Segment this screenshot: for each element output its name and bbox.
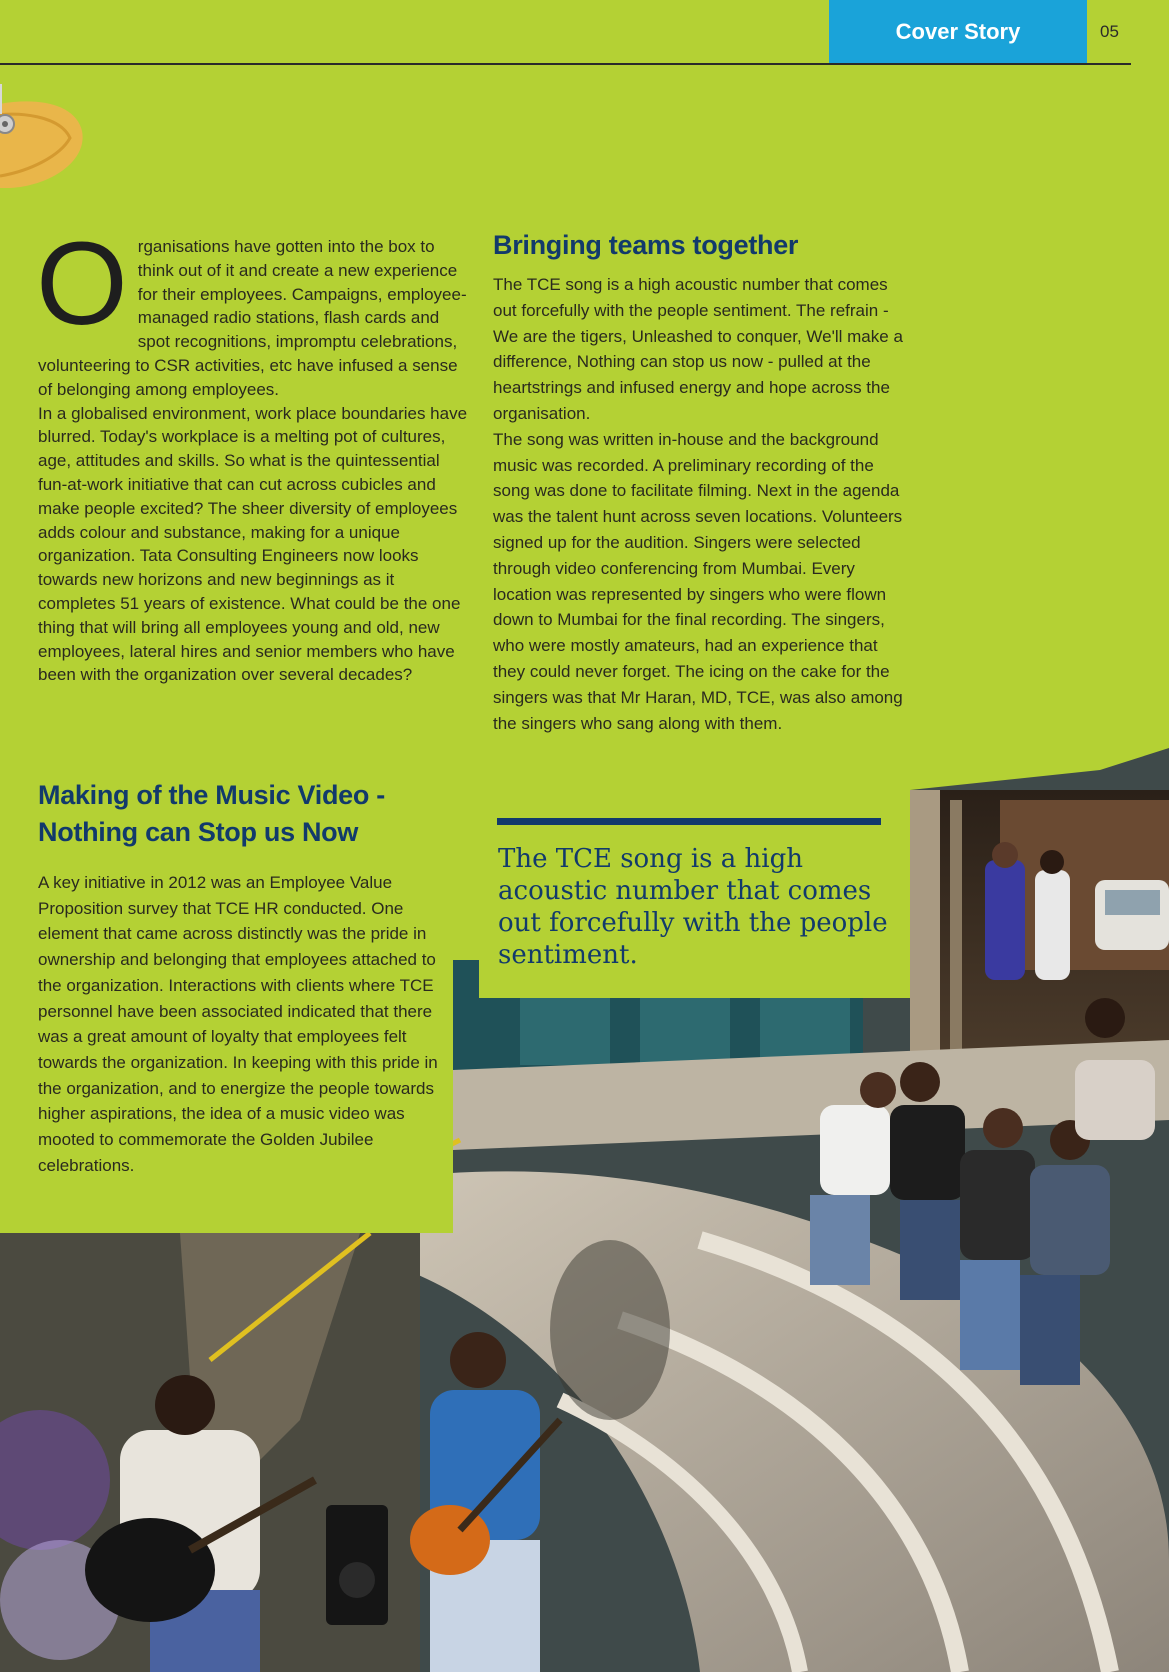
making-paragraph: A key initiative in 2012 was an Employee Value Proposition survey that TCE HR conducted. One element that came across distinctly was the pride in ownership and belonging that employees attached to the organization. Interactions with clients where TCE personnel have been associated indicated that there was a great amount of loyalty that employees felt towards the organization. In keeping with this pride in the organization, and to energize the people towards higher aspirations, the idea of a music video was mooted to commemorate the Golden Jubilee celebrations.: [38, 873, 438, 1175]
pullquote-rule: [497, 818, 881, 825]
intro-paragraph-2: In a globalised environment, work place boundaries have blurred. Today's workplace is a melting pot of cultures, age, attitudes and skills. So what is the quintessential fun-at-work initiative that can cut across cubicles and make people excited? The sheer diversity of employees adds colour and substance, making for a unique organization. Tata Consulting Engineers now looks towards new horizons and new beginnings as it completes 51 years of existence. What could be the one thing that will bring all employees young and old, new employees, lateral hires and senior members who have been with the organization over several decades?: [38, 403, 468, 685]
drop-cap: O: [36, 218, 128, 350]
pullquote: The TCE song is a high acoustic number that comes out forcefully with the people sentiment.: [498, 844, 888, 970]
teams-paragraph-1: The TCE song is a high acoustic number that comes out forcefully with the people sentiment. The refrain - We are the tigers, Unleashed to conquer, We'll make a difference, Nothing can stop us now - pulled at the heartstrings and infused energy and hope across the organisation.: [493, 275, 903, 423]
page-number: 05: [1100, 22, 1119, 41]
making-heading-line-2: Nothing can Stop us Now: [38, 817, 359, 847]
section-title: Cover Story: [895, 18, 1021, 44]
making-heading-line-1: Making of the Music Video -: [38, 780, 385, 810]
intro-paragraph-1: rganisations have gotten into the box to think out of it and create a new experience for their employees. Campaigns, employee-managed radio stations, flash cards and spot recognitions, impromptu celebrations, volunteering to CSR activities, etc have infused a sense of belonging among employees.: [38, 237, 467, 399]
teams-heading: Bringing teams together: [493, 230, 799, 260]
teams-paragraph-2: The song was written in-house and the background music was recorded. A preliminary recording of the song was done to facilitate filming. Next in the agenda was the talent hunt across seven locations. Volunteers signed up for the audition. Singers were selected through video conferencing from Mumbai. Every location was represented by singers who were flown down to Mumbai for the final recording. The singers, who were mostly amateurs, had an experience that they could never forget. The icing on the cake for the singers was that Mr Haran, MD, TCE, was also among the singers who sang along with them.: [493, 429, 903, 733]
making-text: [38, 870, 438, 1178]
making-heading: [38, 777, 458, 851]
